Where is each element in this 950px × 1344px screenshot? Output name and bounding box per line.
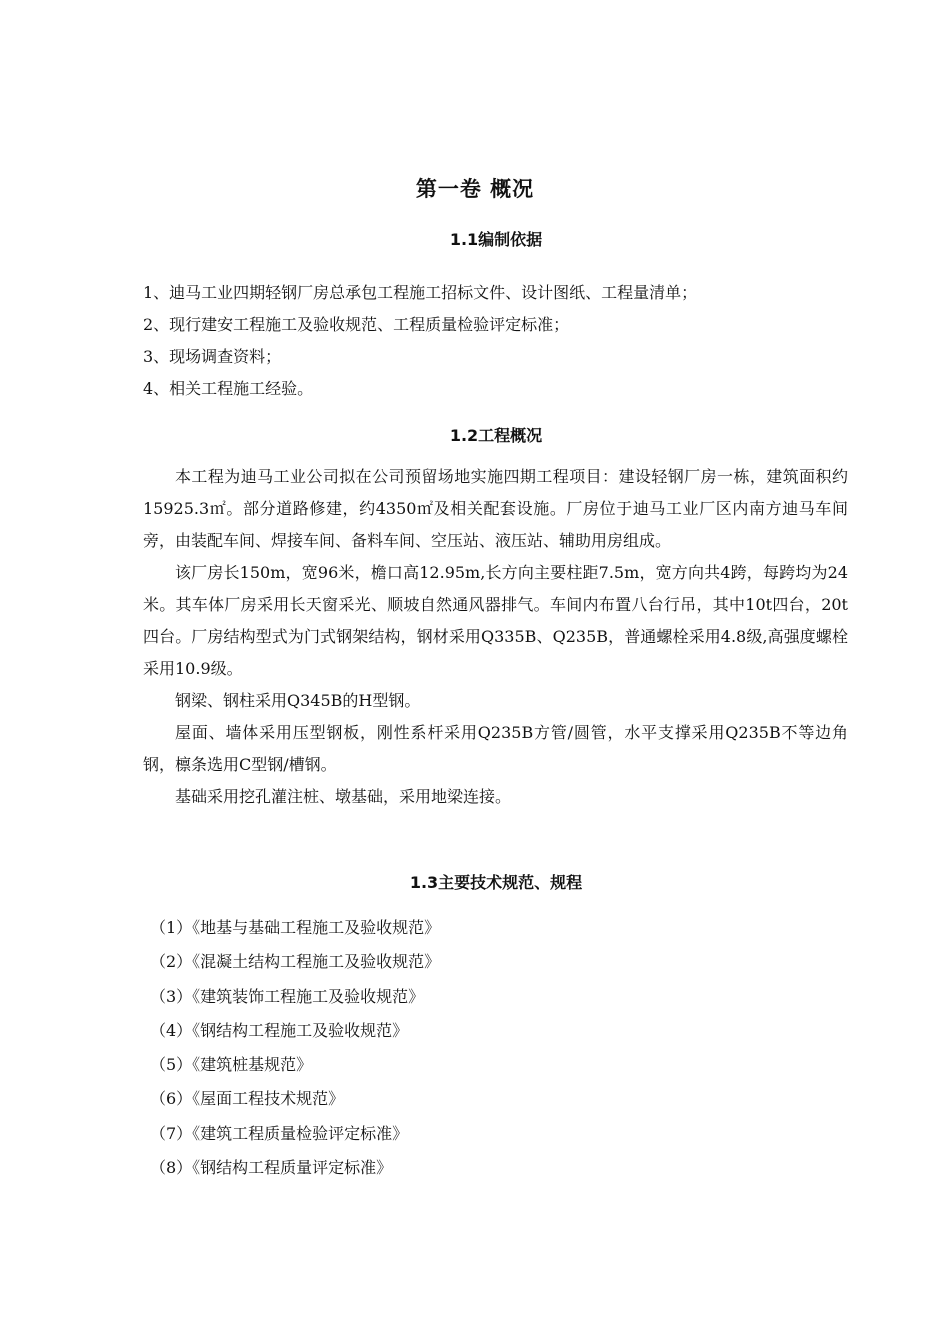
list-item: （2）《混凝土结构工程施工及验收规范》 — [150, 952, 441, 972]
paragraph: 钢梁、钢柱采用Q345B的H型钢。 — [175, 691, 421, 710]
volume-title: 第一卷 概况 — [415, 177, 535, 201]
list-item: （5）《建筑桩基规范》 — [150, 1055, 313, 1075]
paragraph: 屋面、墙体采用压型钢板，刚性系杆采用Q235B方管/圆管，水平支撑采用Q235B不等边角钢，檩条选用C型钢/槽钢。 — [143, 723, 848, 774]
standards-list — [150, 911, 850, 1185]
list-item: 2、现行建安工程施工及验收规范、工程质量检验评定标准； — [143, 315, 570, 334]
list-item: （3）《建筑装饰工程施工及验收规范》 — [150, 986, 425, 1006]
list-item: （7）《建筑工程质量检验评定标准》 — [150, 1123, 409, 1143]
paragraph: 本工程为迪马工业公司拟在公司预留场地实施四期工程项目：建设轻钢厂房一栋，建筑面积约15925.3㎡。部分道路修建，约4350㎡及相关配套设施。厂房位于迪马工业厂区内南方迪马车间旁，由装配车间、焊接车间、备料车间、空压站、液压站、辅助用房组成。 — [143, 467, 848, 550]
basis-list — [143, 277, 843, 405]
list-item: （8）《钢结构工程质量评定标准》 — [150, 1158, 393, 1178]
list-item: （4）《钢结构工程施工及验收规范》 — [150, 1020, 409, 1040]
project-overview-text — [143, 461, 848, 813]
list-item: 1、迪马工业四期轻钢厂房总承包工程施工招标文件、设计图纸、工程量清单； — [143, 283, 698, 302]
section-heading-1-1: 1.1编制依据 — [449, 230, 543, 249]
paragraph: 该厂房长150m，宽96米，檐口高12.95m,长方向主要柱距7.5m，宽方向共4跨，每跨均为24米。其车体厂房采用长天窗采光、顺坡自然通风器排气。车间内布置八台行吊，其中10t四台，20t四台。厂房结构型式为门式钢架结构，钢材采用Q335B、Q235B，普通螺栓采用4.8级,高强度螺栓采用10.9级。 — [143, 563, 848, 678]
list-item: 3、现场调查资料； — [143, 347, 282, 366]
paragraph: 基础采用挖孔灌注桩、墩基础，采用地梁连接。 — [175, 787, 512, 806]
section-heading-1-2: 1.2工程概况 — [449, 426, 543, 445]
list-item: 4、相关工程施工经验。 — [143, 379, 314, 398]
list-item: （1）《地基与基础工程施工及验收规范》 — [150, 918, 441, 937]
list-item: （6）《屋面工程技术规范》 — [150, 1089, 345, 1109]
section-heading-1-3: 1.3主要技术规范、规程 — [409, 873, 583, 892]
